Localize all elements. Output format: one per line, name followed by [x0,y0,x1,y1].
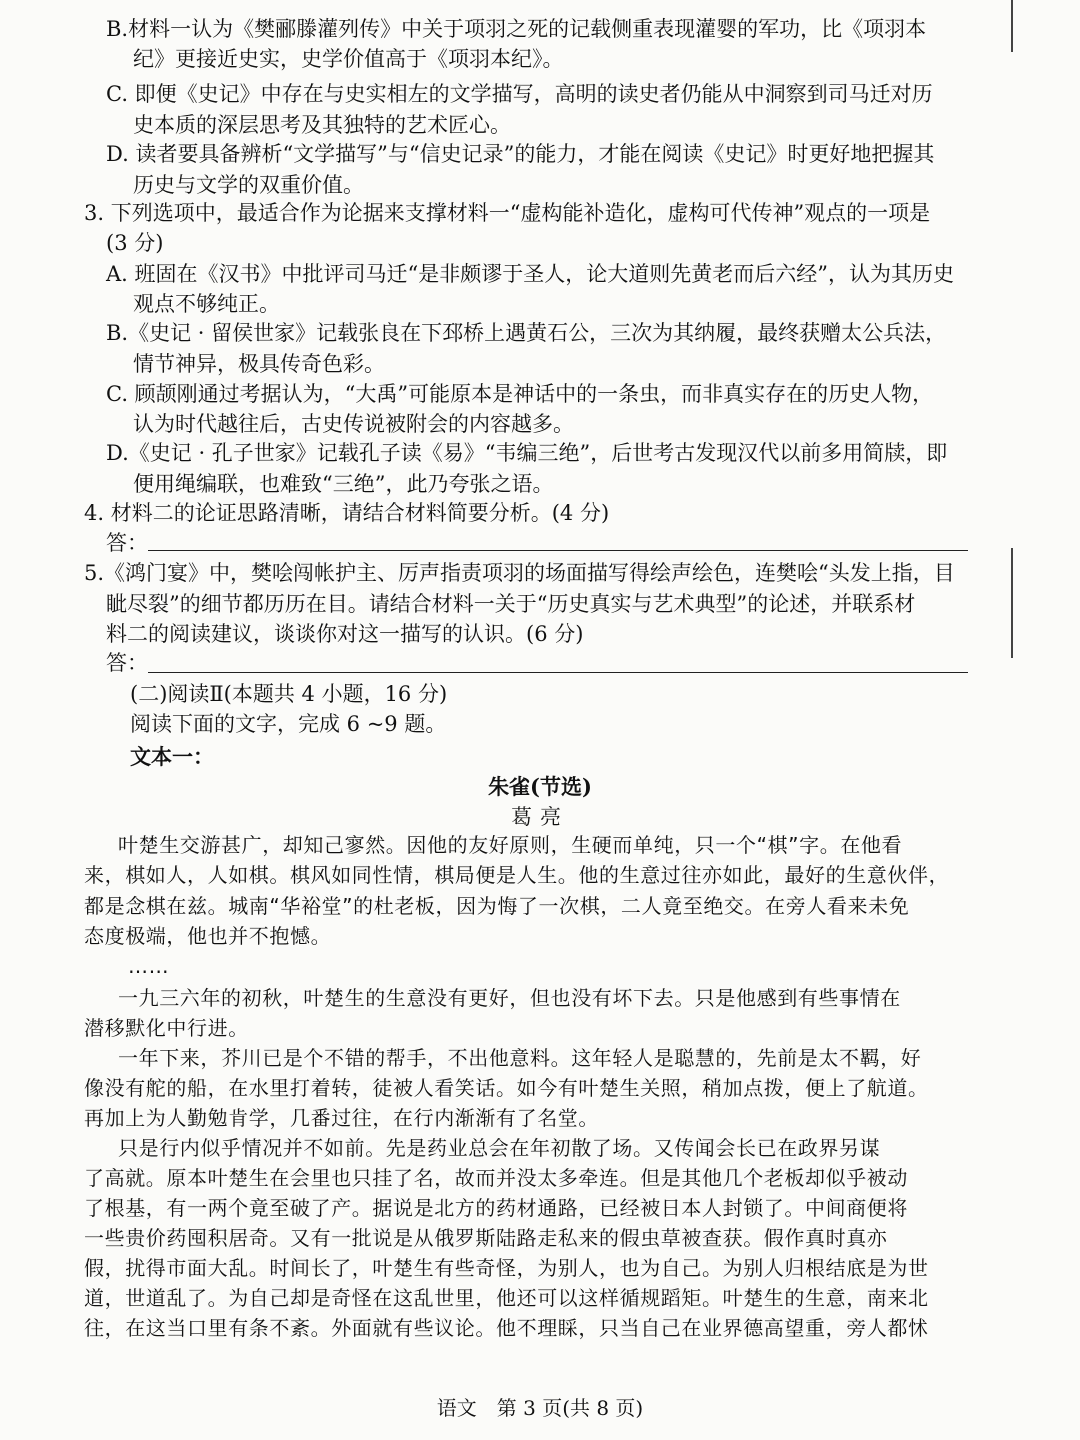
q5-answer-label: 答： [106,651,148,675]
q5-stem-line3: 料二的阅读建议，谈谈你对这一描写的认识。(6 分) [106,622,584,646]
section2-instruction: 阅读下面的文字，完成 6 ~9 题。 [130,712,447,736]
passage-author: 葛亮 [511,805,569,829]
section2-heading: (二)阅读Ⅱ(本题共 4 小题，16 分) [130,682,448,706]
para2-line1: 一九三六年的初秋，叶楚生的生意没有更好，但也没有坏下去。只是他感到有些事情在 [118,986,901,1010]
q2-option-c-line2: 史本质的深层思考及其独特的艺术匠心。 [133,113,511,137]
q2-option-d-line1: D. 读者要具备辨析“文学描写”与“信史记录”的能力，才能在阅读《史记》时更好地把握其 [106,142,935,166]
para4-line4: 一些贵价药囤积居奇。又有一批说是从俄罗斯陆路走私来的假虫草被查获。假作真时真亦 [84,1226,888,1250]
q3-option-c-line1: C. 顾颉刚通过考据认为，“大禹”可能原本是神话中的一条虫，而非真实存在的历史人物， [106,382,934,406]
q3-option-a-line1: A. 班固在《汉书》中批评司马迁“是非颇谬于圣人，论大道则先黄老而后六经”，认为其历史 [106,262,954,286]
q3-option-b-line1: B.《史记 · 留侯世家》记载张良在下邳桥上遇黄石公，三次为其纳履，最终获赠太公兵法， [106,321,947,345]
para3-line2: 像没有舵的船，在水里打着转，徒被人看笑话。如今有叶楚生关照，稍加点拨，便上了航道。 [84,1076,929,1100]
para4-line7: 往，在这当口里有条不紊。外面就有些议论。他不理睬，只当自己在业界德高望重，旁人都怵 [84,1316,929,1340]
q4-stem: 4. 材料二的论证思路清晰，请结合材料简要分析。(4 分) [84,501,610,525]
para4-line3: 了根基，有一两个竟至破了产。据说是北方的药材通路，已经被日本人封锁了。中间商便将 [84,1196,908,1220]
para1-line4: 态度极端，他也并不抱憾。 [84,924,332,948]
q3-option-d-line2: 便用绳编联，也难致“三绝”，此乃夸张之语。 [133,472,554,496]
para4-line6: 道，世道乱了。为自己却是奇怪在这乱世里，他还可以这样循规蹈矩。叶楚生的生意，南来北 [84,1286,929,1310]
q5-stem-line1: 5.《鸿门宴》中，樊哙闯帐护主、厉声指责项羽的场面描写得绘声绘色，连樊哙“头发上指，目 [84,561,955,585]
passage-title: 朱雀(节选) [488,774,592,799]
margin-bar-middle [1011,548,1013,658]
ellipsis: …… [128,954,170,978]
margin-bar-top [1011,0,1013,52]
q5-answer-line[interactable] [148,672,968,673]
para3-line3: 再加上为人勤勉肯学，几番过往，在行内渐渐有了名堂。 [84,1106,599,1130]
para2-line2: 潜移默化中行进。 [84,1016,249,1040]
para4-line2: 了高就。原本叶楚生在会里也只挂了名，故而并没太多牵连。但是其他几个老板却似乎被动 [84,1166,908,1190]
q3-option-d-line1: D.《史记 · 孔子世家》记载孔子读《易》“韦编三绝”，后世考古发现汉代以前多用简牍，即 [106,441,948,465]
q3-option-a-line2: 观点不够纯正。 [133,292,280,316]
para4-line1: 只是行内似乎情况并不如前。先是药业总会在年初散了场。又传闻会长已在政界另谋 [118,1136,881,1160]
para3-line1: 一年下来，芥川已是个不错的帮手，不出他意料。这年轻人是聪慧的，先前是太不羁，好 [118,1046,922,1070]
q4-answer-label: 答： [106,531,148,555]
q2-option-b-line1: B.材料一认为《樊郦滕灌列传》中关于项羽之死的记载侧重表现灌婴的军功，比《项羽本 [106,17,927,41]
text-one-label: 文本一： [130,744,214,769]
page-footer: 语文 第 3 页(共 8 页) [436,1396,644,1420]
q4-answer-line[interactable] [148,550,968,551]
para1-line1: 叶楚生交游甚广，却知己寥然。因他的友好原则，生硬而单纯，只一个“棋”字。在他看 [118,833,903,857]
para1-line2: 来，棋如人，人如棋。棋风如同性情，棋局便是人生。他的生意过往亦如此，最好的生意伙伴， [84,863,950,887]
q2-option-d-line2: 历史与文学的双重价值。 [133,173,364,197]
q2-option-c-line1: C. 即便《史记》中存在与史实相左的文学描写，高明的读史者仍能从中洞察到司马迁对历 [106,82,933,106]
para1-line3: 都是念棋在兹。城南“华裕堂”的杜老板，因为悔了一次棋，二人竟至绝交。在旁人看来未免 [84,894,910,918]
q5-stem-line2: 眦尽裂”的细节都历历在目。请结合材料一关于“历史真实与艺术典型”的论述，并联系材 [106,592,916,616]
q3-stem-line1: 3. 下列选项中，最适合作为论据来支撑材料一“虚构能补造化，虚构可代传神”观点的一项是 [84,201,931,225]
q3-stem-line2: (3 分) [106,231,164,255]
para4-line5: 假，扰得市面大乱。时间长了，叶楚生有些奇怪，为别人，也为自己。为别人归根结底是为世 [84,1256,929,1280]
q3-option-c-line2: 认为时代越往后，古史传说被附会的内容越多。 [133,412,574,436]
q3-option-b-line2: 情节神异，极具传奇色彩。 [133,352,385,376]
q2-option-b-line2: 纪》更接近史实，史学价值高于《项羽本纪》。 [133,47,564,71]
